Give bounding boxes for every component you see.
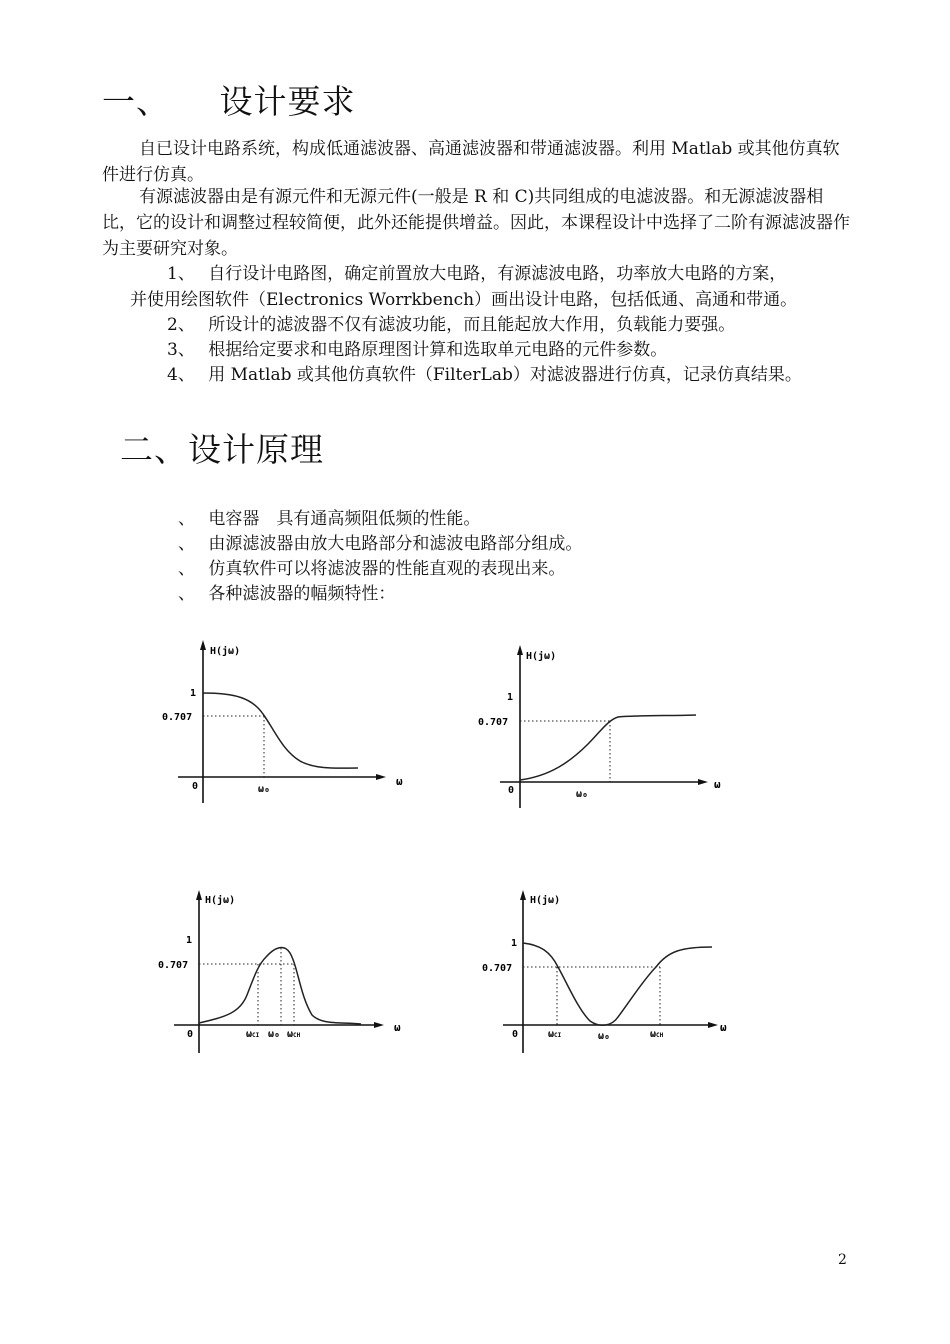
page-number: 2 bbox=[838, 1252, 847, 1268]
tick-label-one: 1 bbox=[507, 692, 514, 703]
item-mark: 、 bbox=[178, 534, 195, 554]
x-axis-arrow bbox=[708, 1022, 718, 1028]
principle-item-3 bbox=[178, 556, 565, 582]
x-axis-arrow bbox=[376, 774, 386, 780]
item-number: 1、 bbox=[167, 264, 195, 284]
lowpass-response-figure bbox=[150, 635, 420, 810]
item-text: 电容器 具有通高频阻低频的性能。 bbox=[208, 509, 481, 529]
item-number: 2、 bbox=[167, 315, 195, 335]
x-axis-label: ω bbox=[396, 775, 403, 788]
x-axis-arrow bbox=[374, 1022, 384, 1028]
x-axis-arrow bbox=[698, 779, 708, 785]
tick-label-cutoff: 0.707 bbox=[162, 712, 193, 723]
tick-label-zero: 0 bbox=[508, 785, 515, 796]
tick-label-omega-ch: ωCH bbox=[650, 1029, 664, 1040]
lowpass-curve bbox=[203, 693, 358, 768]
y-axis-arrow bbox=[196, 890, 202, 900]
y-axis-arrow bbox=[520, 890, 526, 900]
item-text: 所设计的滤波器不仅有滤波功能，而且能起放大作用，负载能力要强。 bbox=[208, 315, 736, 335]
bandstop-curve bbox=[523, 943, 712, 1025]
bandstop-response-figure bbox=[470, 885, 750, 1060]
highpass-curve bbox=[520, 715, 696, 780]
tick-label-omega-cl: ωCI bbox=[548, 1029, 562, 1040]
section1-title: 设计要求 bbox=[219, 82, 356, 121]
x-axis-label: ω bbox=[720, 1021, 727, 1034]
requirement-item-3 bbox=[167, 337, 667, 363]
item-text: 根据给定要求和电路原理图计算和选取单元电路的元件参数。 bbox=[208, 340, 668, 360]
item-mark: 、 bbox=[178, 509, 195, 529]
bandpass-curve bbox=[199, 947, 361, 1024]
item-text: 仿真软件可以将滤波器的性能直观的表现出来。 bbox=[208, 559, 566, 579]
item-mark: 、 bbox=[178, 584, 195, 604]
item-text: 由源滤波器由放大电路部分和滤波电路部分组成。 bbox=[208, 534, 583, 554]
section1-heading bbox=[102, 76, 356, 123]
item-text: 自行设计电路图，确定前置放大电路，有源滤波电路，功率放大电路的方案， bbox=[208, 264, 787, 284]
principle-item-1 bbox=[178, 506, 480, 532]
requirement-item-1 bbox=[167, 261, 786, 287]
paragraph-intro: 自已设计电路系统，构成低通滤波器、高通滤波器和带通滤波器。利用 Matlab 或其他仿真软件进行仿真。 bbox=[102, 139, 840, 185]
tick-label-one: 1 bbox=[186, 935, 193, 946]
principle-item-4 bbox=[178, 581, 395, 607]
tick-label-omega-cl: ωCI bbox=[246, 1029, 260, 1040]
tick-label-zero: 0 bbox=[512, 1029, 519, 1040]
tick-label-omega0: ω₀ bbox=[268, 1029, 281, 1040]
principle-item-2 bbox=[178, 531, 582, 557]
item-number: 3、 bbox=[167, 340, 195, 360]
x-axis-label: ω bbox=[714, 778, 721, 791]
y-axis-label: H(jω) bbox=[530, 895, 561, 906]
tick-label-zero: 0 bbox=[187, 1029, 194, 1040]
item-text: 各种滤波器的幅频特性： bbox=[208, 584, 396, 604]
tick-label-omega0: ω₀ bbox=[598, 1031, 611, 1042]
tick-label-omega0: ω₀ bbox=[576, 789, 589, 800]
requirement-item-1-continued: 并使用绘图软件（Electronics Worrkbench）画出设计电路，包括低通、高通和带通。 bbox=[130, 290, 798, 310]
paragraph-active-filter: 有源滤波器由是有源元件和无源元件(一般是 R 和 C)共同组成的电滤波器。和无源滤波器相比，它的设计和调整过程较简便，此外还能提供增益。因此，本课程设计中选择了二阶有源滤波器作为主要研究对象。 bbox=[102, 187, 850, 259]
y-axis-label: H(jω) bbox=[526, 651, 557, 662]
requirement-item-2 bbox=[167, 312, 735, 338]
y-axis-arrow bbox=[200, 640, 206, 650]
highpass-response-figure bbox=[470, 640, 740, 815]
tick-label-omega-ch: ωCH bbox=[287, 1029, 301, 1040]
item-text: 用 Matlab 或其他仿真软件（FilterLab）对滤波器进行仿真，记录仿真结果。 bbox=[208, 365, 802, 385]
section2-heading: 二、设计原理 bbox=[120, 430, 324, 469]
y-axis-label: H(jω) bbox=[210, 646, 241, 657]
item-mark: 、 bbox=[178, 559, 195, 579]
tick-label-omega0: ω₀ bbox=[258, 784, 271, 795]
requirement-item-4 bbox=[167, 362, 802, 388]
x-axis-label: ω bbox=[394, 1021, 401, 1034]
item-number: 4、 bbox=[167, 365, 195, 385]
tick-label-cutoff: 0.707 bbox=[478, 717, 509, 728]
section1-number: 一、 bbox=[102, 82, 170, 121]
tick-label-one: 1 bbox=[511, 938, 518, 949]
bandpass-response-figure bbox=[150, 885, 420, 1060]
y-axis-label: H(jω) bbox=[205, 895, 236, 906]
tick-label-cutoff: 0.707 bbox=[158, 960, 189, 971]
tick-label-one: 1 bbox=[190, 688, 197, 699]
tick-label-zero: 0 bbox=[192, 781, 199, 792]
y-axis-arrow bbox=[517, 645, 523, 655]
tick-label-cutoff: 0.707 bbox=[482, 963, 513, 974]
